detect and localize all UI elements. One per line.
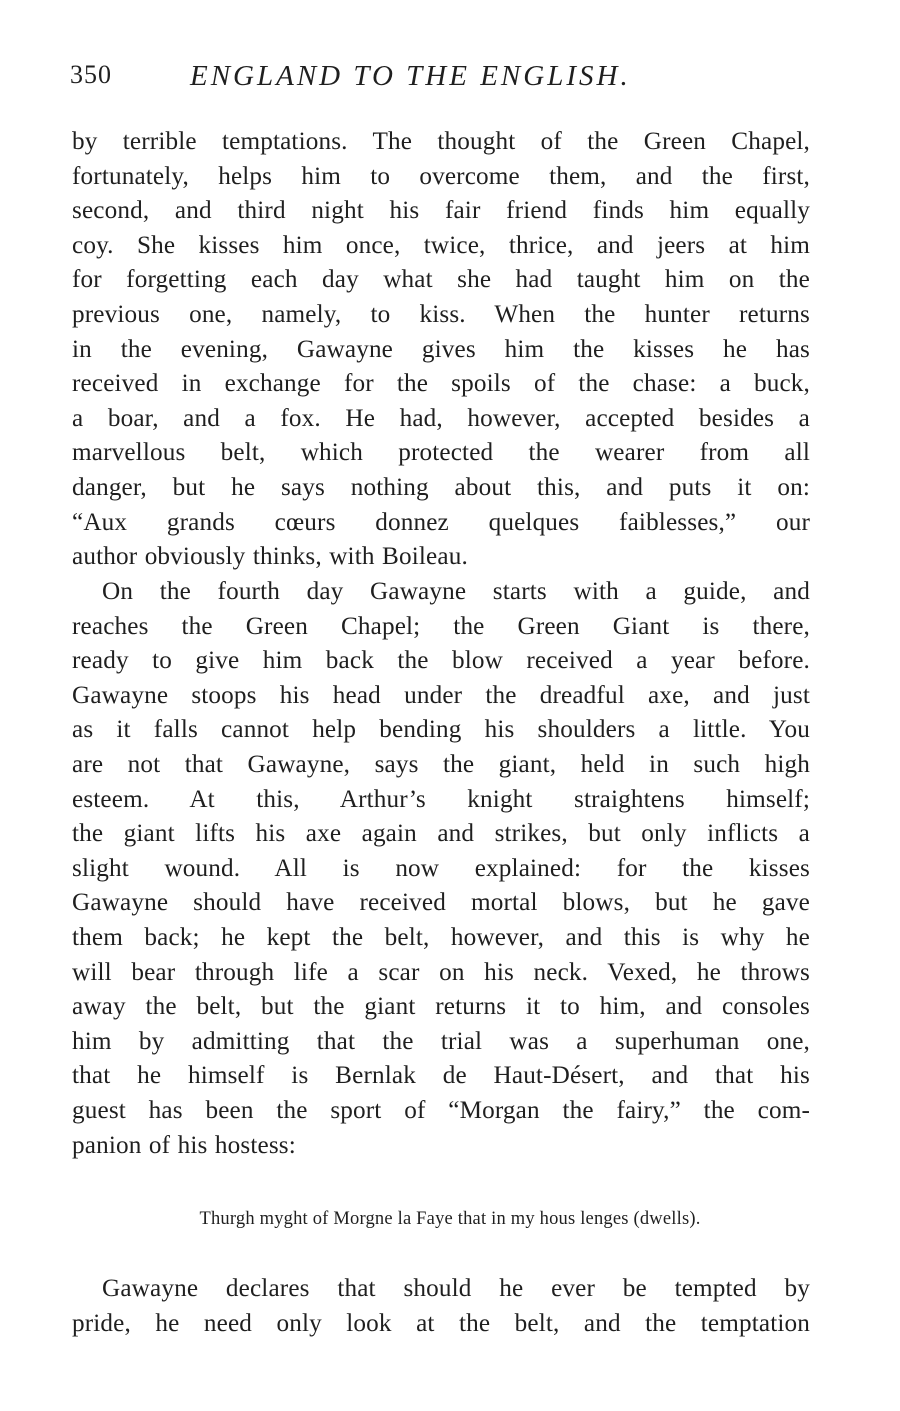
text-line: coy. She kisses him once, twice, thrice, and jeers at him	[72, 231, 810, 259]
text-line: that he himself is Bernlak de Haut-Désert, and that his	[72, 1062, 810, 1090]
text-line: received in exchange for the spoils of the chase: a buck,	[72, 370, 810, 398]
text-line: in the evening, Gawayne gives him the kisses he has	[72, 335, 810, 363]
text-line: previous one, namely, to kiss. When the hunter returns	[72, 300, 810, 328]
paragraph-1	[72, 125, 810, 575]
page-number: 350	[70, 60, 112, 89]
text-line: On the fourth day Gawayne starts with a guide, and	[102, 578, 810, 605]
text-line: will bear through life a scar on his neck. Vexed, he throws	[72, 958, 810, 986]
text-line: away the belt, but the giant returns it to him, and consoles	[72, 993, 810, 1021]
text-line: danger, but he says nothing about this, and puts it on:	[72, 473, 810, 501]
text-line: author obviously thinks, with Boileau.	[72, 543, 468, 571]
text-line: panion of his hostess:	[72, 1131, 296, 1159]
text-line: marvellous belt, which protected the wearer from all	[72, 439, 810, 467]
text-line: for forgetting each day what she had taught him on the	[72, 266, 810, 294]
text-line: second, and third night his fair friend finds him equally	[72, 197, 810, 225]
running-head: ENGLAND TO THE ENGLISH.	[190, 60, 631, 92]
text-line: slight wound. All is now explained: for the kisses	[72, 854, 810, 882]
text-line: ready to give him back the blow received a year before.	[72, 647, 810, 675]
text-line: Gawayne should have received mortal blows, but he gave	[72, 889, 810, 917]
text-line: Gawayne declares that should he ever be tempted by	[102, 1275, 810, 1302]
paragraph-3	[72, 1272, 810, 1341]
text-line: by terrible temptations. The thought of the Green Chapel,	[72, 128, 810, 155]
page-header	[70, 60, 810, 100]
text-line: pride, he need only look at the belt, and the temptation	[72, 1309, 810, 1337]
text-line: him by admitting that the trial was a superhuman one,	[72, 1027, 810, 1055]
text-line: the giant lifts his axe again and strikes, but only inflicts a	[72, 820, 810, 848]
text-line: esteem. At this, Arthur’s knight straightens himself;	[72, 785, 810, 813]
text-line: fortunately, helps him to overcome them, and the first,	[72, 162, 810, 190]
paragraph-2	[72, 575, 810, 1163]
text-line: as it falls cannot help bending his shoulders a little. You	[72, 716, 810, 744]
text-line: a boar, and a fox. He had, however, accepted besides a	[72, 404, 810, 432]
text-line: Gawayne stoops his head under the dreadful axe, and just	[72, 681, 810, 709]
text-line: “Aux grands cœurs donnez quelques faiblesses,” our	[72, 508, 810, 536]
text-line: them back; he kept the belt, however, and this is why he	[72, 923, 810, 951]
text-line: are not that Gawayne, says the giant, held in such high	[72, 750, 810, 778]
verse-quote: Thurgh myght of Morgne la Faye that in my hous lenges (dwells).	[199, 1209, 701, 1229]
text-line: reaches the Green Chapel; the Green Giant is there,	[72, 612, 810, 640]
text-line: guest has been the sport of “Morgan the fairy,” the com-	[72, 1096, 810, 1124]
